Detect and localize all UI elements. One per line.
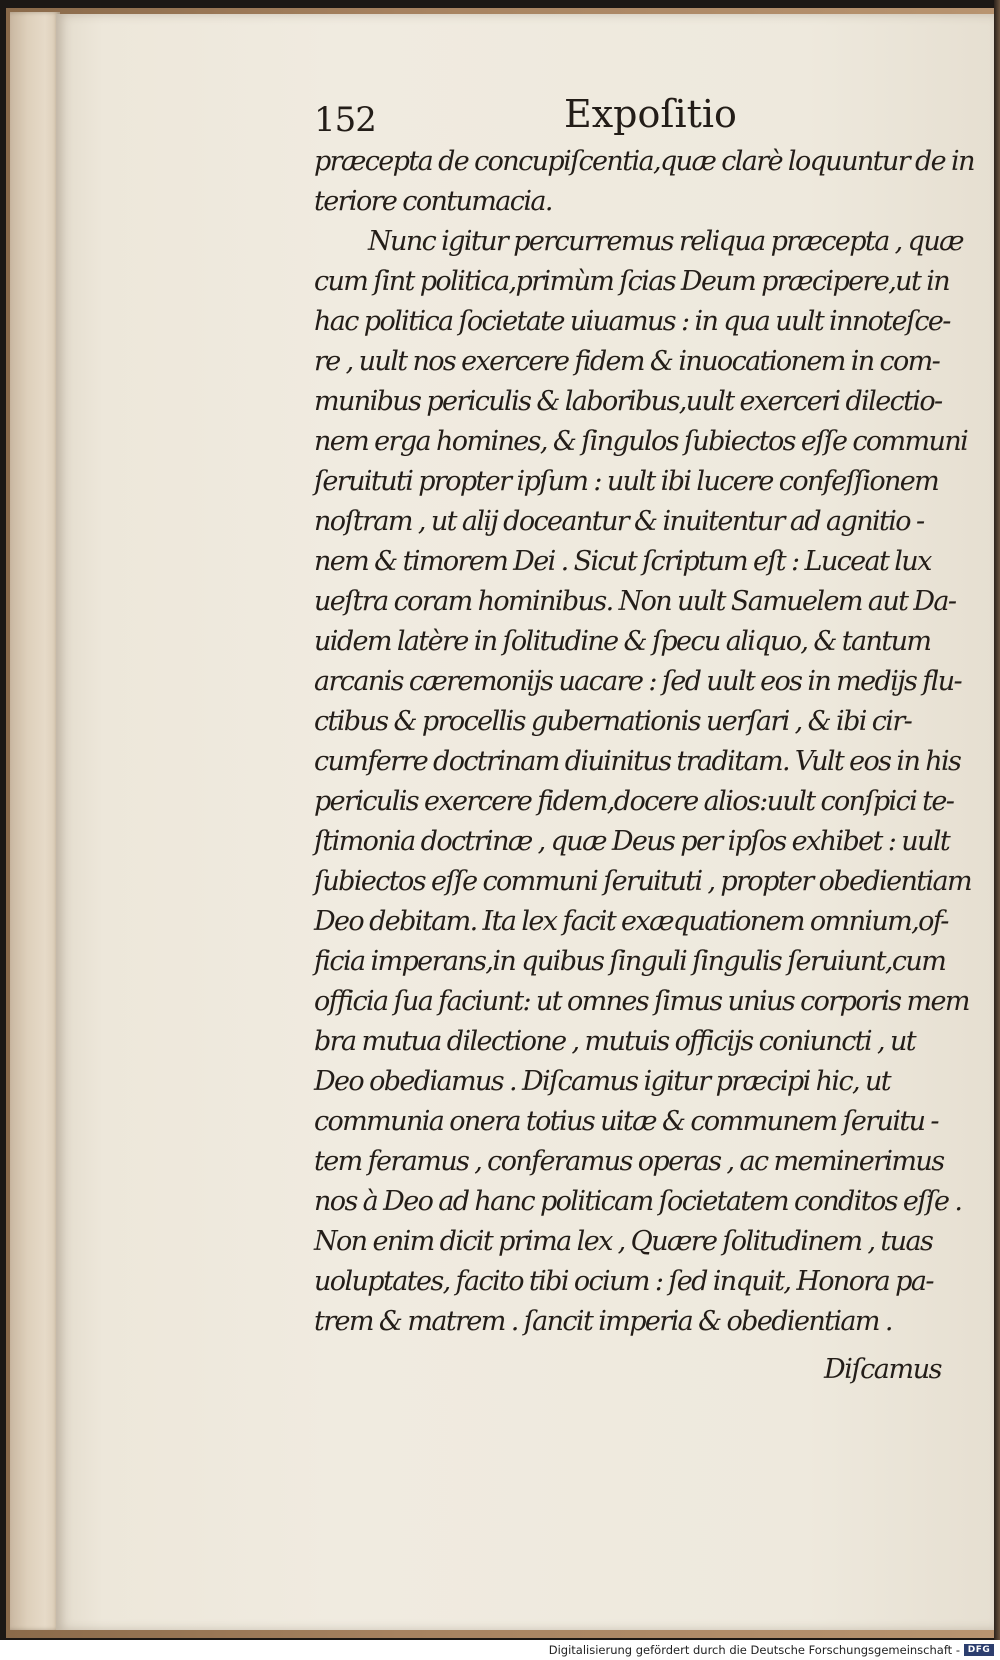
- body-text: [314, 142, 974, 1342]
- text-line: bra mutua dilectione , mutuis officijs coniuncti , ut: [314, 1026, 916, 1057]
- dfg-logo: DFG: [964, 1644, 994, 1656]
- text-line: præcepta de concupiſcentia,quæ clarè loquuntur de in: [314, 146, 974, 177]
- text-line: cum ſint politica,primùm ſcias Deum præcipere,ut in: [314, 266, 950, 297]
- text-line: teriore contumacia.: [314, 186, 552, 217]
- text-line: officia ſua faciunt: ut omnes ſimus unius corporis mem: [314, 986, 969, 1017]
- running-title: Expoſitio: [564, 92, 737, 136]
- text-line: Deo debitam. Ita lex facit exæquationem omnium,of-: [314, 906, 948, 937]
- text-line: hac politica ſocietate uiuamus : in qua uult innoteſce-: [314, 306, 950, 337]
- text-line: arcanis cæremonijs uacare : ſed uult eos in medijs flu-: [314, 666, 962, 697]
- text-line: Nunc igitur percurremus reliqua præcepta , quæ: [368, 226, 963, 257]
- text-line: nos à Deo ad hanc politicam ſocietatem conditos eſſe .: [314, 1186, 962, 1217]
- text-line: periculis exercere fidem,docere alios:uult conſpici te-: [314, 786, 954, 817]
- text-line: cumferre doctrinam diuinitus traditam. Vult eos in his: [314, 746, 961, 777]
- text-line: ſtimonia doctrinæ , quæ Deus per ipſos exhibet : uult: [314, 826, 950, 857]
- text-line: re , uult nos exercere fidem & inuocationem in com-: [314, 346, 940, 377]
- text-line: ueſtra coram hominibus. Non uult Samuelem aut Da-: [314, 586, 956, 617]
- footer-bar: [0, 1640, 1000, 1660]
- text-line: ficia imperans,in quibus ſinguli ſingulis ſeruiunt,cum: [314, 946, 946, 977]
- funding-credit: Digitalisierung gefördert durch die Deutsche Forschungsgemeinschaft -: [548, 1643, 960, 1657]
- text-line: nem erga homines, & ſingulos ſubiectos eſſe communi: [314, 426, 968, 457]
- page-fore-edge: [10, 12, 60, 1630]
- text-line: nem & timorem Dei . Sicut ſcriptum eſt : Luceat lux: [314, 546, 931, 577]
- text-line: munibus periculis & laboribus,uult exerceri dilectio-: [314, 386, 942, 417]
- page-number: 152: [314, 100, 376, 140]
- page-header: [314, 92, 954, 142]
- catchword: Diſcamus: [824, 1354, 942, 1385]
- text-line: Deo obediamus . Diſcamus igitur præcipi hic, ut: [314, 1066, 890, 1097]
- text-block: [314, 92, 974, 1385]
- text-line: trem & matrem . ſancit imperia & obedientiam .: [314, 1306, 892, 1337]
- text-line: ctibus & procellis gubernationis uerſari , & ibi cir-: [314, 706, 912, 737]
- text-line: ſeruituti propter ipſum : uult ibi lucere confeſſionem: [314, 466, 939, 497]
- text-line: Non enim dicit prima lex , Quære ſolitudinem , tuas: [314, 1226, 933, 1257]
- text-line: noſtram , ut alij doceantur & inuitentur ad agnitio -: [314, 506, 924, 537]
- text-line: ſubiectos eſſe communi ſeruituti , propter obedientiam: [314, 866, 972, 897]
- binding-edge: [994, 0, 1000, 1640]
- text-line: tem feramus , conferamus operas , ac meminerimus: [314, 1146, 944, 1177]
- text-line: communia onera totius uitæ & communem ſeruitu -: [314, 1106, 938, 1137]
- text-line: uoluptates, facito tibi ocium : ſed inquit, Honora pa-: [314, 1266, 933, 1297]
- text-line: uidem latère in ſolitudine & ſpecu aliquo, & tantum: [314, 626, 931, 657]
